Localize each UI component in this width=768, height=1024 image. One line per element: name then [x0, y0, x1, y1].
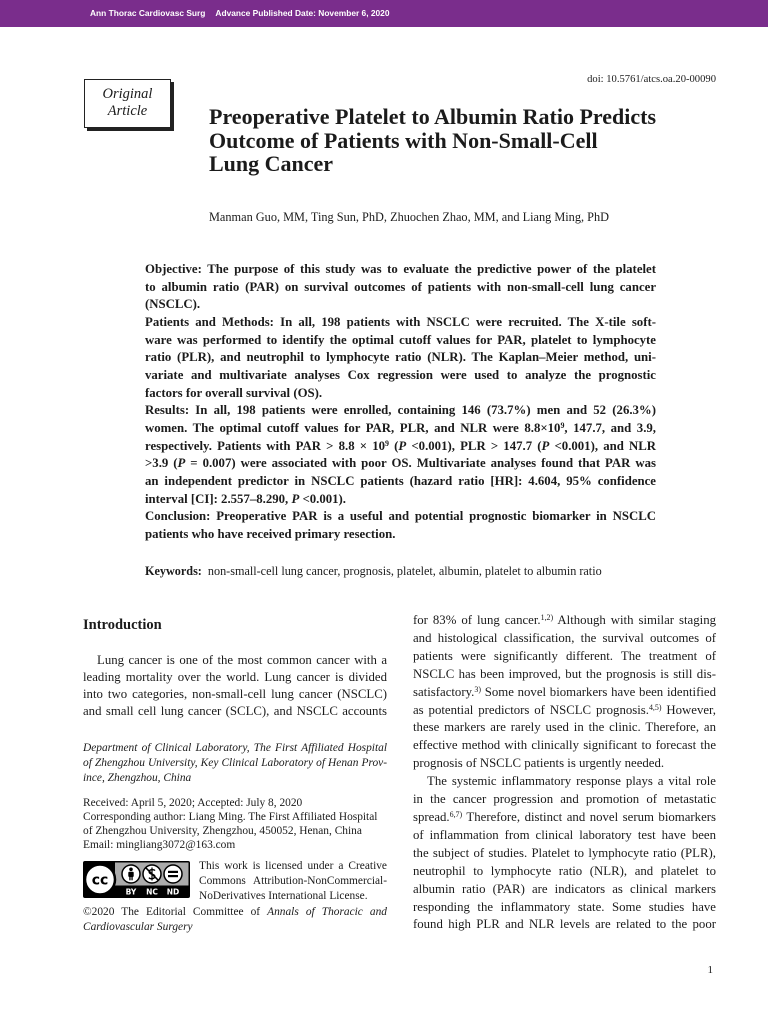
cc-logo-text: cc: [91, 872, 109, 889]
italic-run: Annals of Thoracic and: [267, 906, 387, 918]
footnote-line: ince, Zhengzhou, China: [83, 771, 192, 784]
correspondence-footnote: [83, 796, 387, 852]
title-line: Lung Cancer: [209, 151, 334, 176]
body-line: prognosis of NSCLC patients is urgently needed.: [413, 756, 665, 771]
body-line: albumin ratio (PAR) are indicators as clinical markers: [413, 881, 716, 896]
published-date: Advance Published Date: November 6, 2020: [215, 8, 390, 18]
italic-run: Cardiovascular Surgery: [83, 920, 193, 933]
abstract-conclusion: [145, 508, 656, 543]
person-body: [128, 872, 133, 877]
text-run: , 147.7, and 3.9,: [564, 421, 656, 436]
abstract-line: [145, 420, 656, 438]
text-run: Therefore, distinct and novel serum biomarkers: [462, 809, 716, 824]
body-line: effective method with clinically significant to forecast the: [413, 738, 716, 753]
superscript: 6,7): [449, 810, 463, 820]
section-heading-introduction: Introduction: [83, 617, 162, 633]
footnote-line: Commons Attribution-NonCommercial-: [199, 874, 387, 887]
cc-by-nc-nd-badge: [83, 861, 190, 898]
body-line: into two categories, non-small-cell lung cancer (NSCLC): [83, 687, 387, 702]
body-line: [413, 809, 716, 827]
text-run: <0.001).: [299, 491, 347, 506]
abstract-line: factors for overall survival (OS).: [145, 385, 323, 400]
body-line: and histological classification, the survival outcomes of: [413, 630, 716, 645]
text-run: Although with similar staging: [553, 613, 716, 627]
text-run: <0.001), PLR > 147.7 (: [406, 438, 542, 453]
abstract-line: Objective: The purpose of this study was to evaluate the predictive power of the platelet: [145, 262, 656, 276]
body-line: the subject of studies. Platelet to lymphocyte ratio (PLR),: [413, 845, 716, 860]
body-line: patients were significantly different. The treatment of: [413, 648, 716, 663]
journal-header-text: [90, 0, 390, 27]
footnote-line: Corresponding author: Liang Ming. The First Affiliated Hospital: [83, 811, 378, 823]
text-run: Some novel biomarkers have been identified: [480, 684, 716, 699]
text-run: = 0.007) were associated with poor OS. Multivariate analyses found that PAR was: [185, 456, 656, 471]
body-line: leading mortality over the world. Lung cancer is divided: [83, 669, 387, 684]
keywords-label: Keywords:: [145, 564, 202, 578]
superscript: 3): [474, 684, 481, 694]
abstract-line: Patients and Methods: In all, 198 patients with NSCLC were recruited. The X-tile soft-: [145, 315, 656, 330]
footnote-line: of Zhengzhou University, Key Clinical Laboratory of Henan Prov-: [83, 756, 387, 769]
body-line: of inflammation from clinical laboratory test have been: [413, 827, 716, 842]
badge-label-by: BY: [125, 887, 137, 897]
left-column-body: [83, 652, 387, 721]
body-line: NSCLC has been improved, but the prognosis is still dis-: [413, 666, 716, 681]
text-run: (: [388, 438, 399, 453]
superscript: 4,5): [648, 702, 662, 712]
attribution-person-icon: [122, 865, 140, 883]
title-line: Preoperative Platelet to Albumin Ratio Predicts: [209, 104, 657, 129]
text-run: ©2020 The Editorial Committee of: [83, 906, 268, 918]
abstract-line: Results: In all, 198 patients were enrolled, containing 146 (73.7%) men and 52 (26.3%): [145, 403, 656, 418]
footnote-line: [83, 920, 387, 935]
page-number: 1: [707, 964, 713, 976]
abstract-results: [145, 402, 656, 508]
right-column-body: [413, 612, 716, 934]
article-type-line: Original: [102, 86, 153, 102]
body-line: The systemic inflammatory response plays a vital role: [427, 774, 716, 789]
equals-bar: [168, 871, 178, 873]
body-line: neutrophil to lymphocyte ratio (NLR), and platelet to: [413, 863, 716, 878]
text-run: interval [CI]: 2.557–8.290,: [145, 491, 292, 506]
footnote-line: Department of Clinical Laboratory, The First Affiliated Hospital: [83, 741, 387, 754]
footnote-line: Received: April 5, 2020; Accepted: July 8, 2020: [83, 797, 303, 809]
title-line: Outcome of Patients with Non-Small-Cell: [209, 127, 598, 153]
abstract-line: variate and multivariate analyses Cox regression were used to analyze the prognostic: [145, 368, 656, 383]
equals-bar: [168, 875, 178, 877]
italic-run: P: [291, 491, 300, 506]
text-run: However,: [661, 702, 716, 717]
abstract-line: [145, 438, 656, 456]
article-title: [209, 105, 685, 176]
body-line: [413, 702, 716, 720]
noncommercial-dollar-icon: [143, 865, 161, 883]
article-type-box: [84, 79, 171, 128]
text-run: <0.001), and NLR: [549, 438, 657, 453]
text-run: >3.9 (: [145, 456, 178, 471]
abstract-line: ware was performed to identify the optimal cutoff values for PAR, platelet to lymphocyte: [145, 332, 656, 347]
abstract: [145, 261, 656, 544]
superscript: 1,2): [540, 613, 554, 623]
superscript: 9: [385, 438, 389, 448]
journal-name: Ann Thorac Cardiovasc Surg: [90, 8, 206, 18]
abstract-methods: [145, 314, 656, 402]
body-paragraph: [413, 612, 716, 773]
person-head: [129, 868, 133, 872]
person-leg: [129, 877, 130, 881]
italic-run: P: [541, 438, 550, 453]
abstract-line: ratio (PLR), and neutrophil to lymphocyte ratio (NLR). The Kaplan–Meier method, uni-: [145, 350, 656, 365]
noderivatives-equals-icon: [164, 865, 182, 883]
badge-label-nd: ND: [166, 887, 180, 897]
abstract-line: (NSCLC).: [145, 297, 201, 312]
cc-logo-icon: [85, 865, 115, 895]
body-line: found high PLR and NLR levels are related to the poor: [413, 917, 716, 932]
body-paragraph: [83, 652, 387, 721]
article-type-line: Article: [107, 103, 148, 119]
abstract-line: patients who have received primary resection.: [145, 527, 396, 542]
keywords-text: non-small-cell lung cancer, prognosis, platelet, albumin, platelet to albumin ratio: [207, 564, 602, 578]
keywords: [145, 563, 665, 579]
license-statement: [199, 859, 387, 904]
text-run: satisfactory.: [413, 684, 475, 699]
doi: doi: 10.5761/atcs.oa.20-00090: [587, 74, 716, 85]
abstract-line: [145, 491, 656, 509]
text-run: respectively. Patients with PAR > 8.8 × 10: [145, 438, 386, 453]
text-run: women. The optimal cutoff values for PAR, PLR, and NLR were 8.8×10: [145, 421, 561, 436]
person-leg: [131, 877, 132, 881]
abstract-line: Conclusion: Preoperative PAR is a useful and potential prognostic biomarker in NSCLC: [145, 509, 656, 524]
journal-header-bar: [0, 0, 768, 27]
body-line: in the cancer progression and promotion of metastatic: [413, 792, 716, 807]
text-run: as potential predictors of NSCLC prognosis.: [413, 702, 649, 717]
superscript: 9: [560, 421, 565, 431]
author-list: Manman Guo, MM, Ting Sun, PhD, Zhuochen Zhao, MM, and Liang Ming, PhD: [209, 210, 609, 224]
body-line: and small cell lung cancer (SCLC), and NSCLC accounts: [83, 704, 387, 719]
badge-label-nc: NC: [146, 887, 158, 897]
body-line: [413, 684, 716, 702]
body-line: [413, 612, 716, 630]
abstract-objective: [145, 261, 656, 314]
copyright-notice: [83, 905, 387, 934]
body-line: responding the inflammatory state. Some studies have: [413, 899, 716, 914]
italic-run: P: [398, 438, 407, 453]
body-line: Lung cancer is one of the most common cancer with a: [97, 652, 387, 667]
text-run: for 83% of lung cancer.: [413, 613, 541, 627]
icon-circle: [164, 865, 182, 883]
italic-run: P: [177, 456, 186, 471]
affiliation-footnote: [83, 741, 387, 786]
abstract-line: an independent predictor in NSCLC patients (hazard ratio [HR]: 4.604, 95% confidence: [145, 474, 656, 489]
abstract-line: [145, 455, 656, 473]
body-paragraph: [413, 773, 716, 934]
footnote-line: [83, 905, 387, 920]
body-line: these markers are rarely used in the clinic. Therefore, an: [413, 720, 716, 735]
footnote-line: of Zhengzhou University, Zhengzhou, 450052, Henan, China: [83, 825, 362, 837]
footnote-line: Email: mingliang3072@163.com: [83, 839, 236, 851]
footnote-line: This work is licensed under a Creative: [199, 859, 387, 872]
text-run: spread.: [413, 809, 450, 824]
footnote-line: NoDerivatives International License.: [199, 889, 368, 902]
abstract-line: to albumin ratio (PAR) on survival outcomes of patients with non-small-cell lung cancer: [145, 279, 656, 294]
